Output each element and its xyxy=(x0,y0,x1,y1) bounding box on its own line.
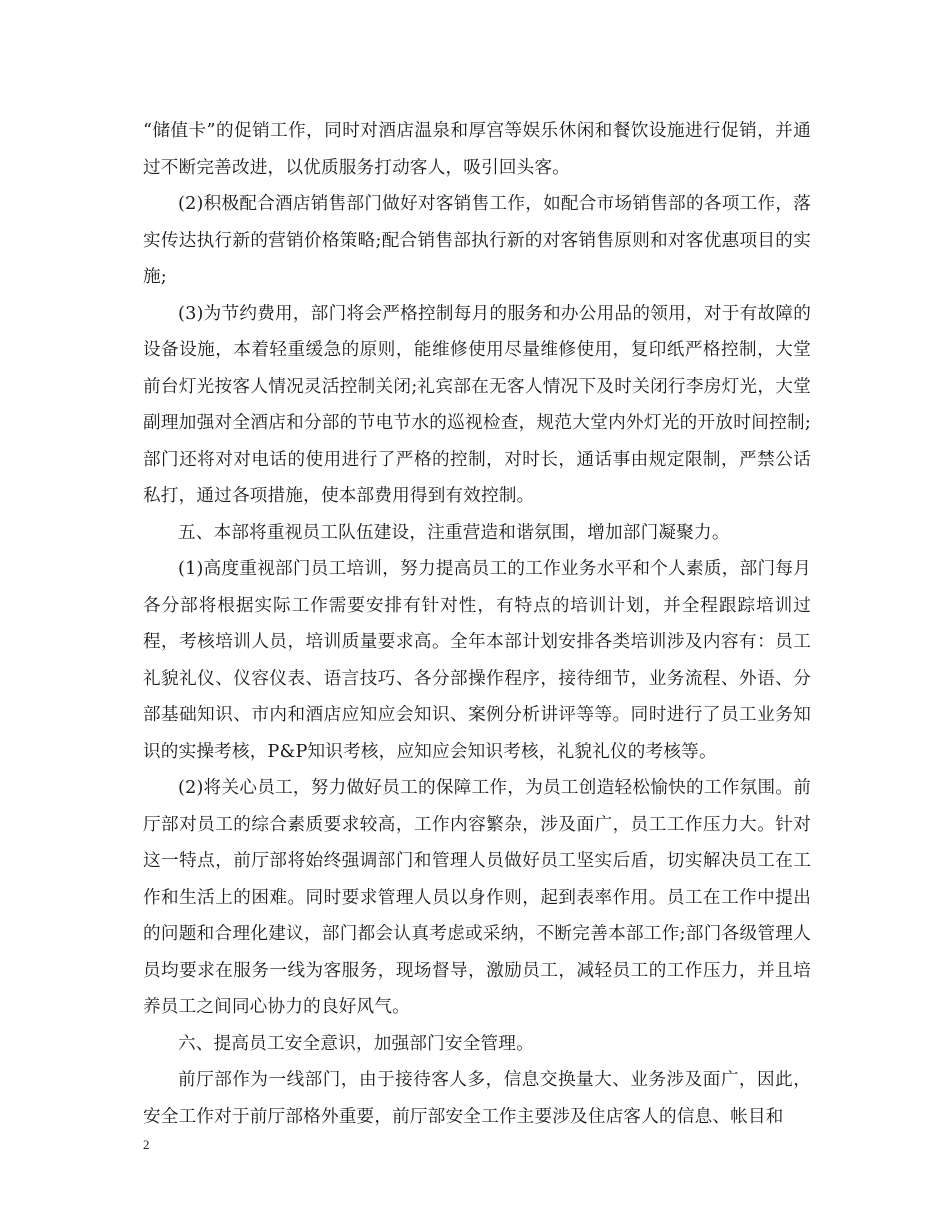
section-heading-5: 五、本部将重视员工队伍建设，注重营造和谐氛围，增加部门凝聚力。 xyxy=(178,522,730,543)
body-text xyxy=(143,113,811,1135)
paragraph-6-1: 前厅部作为一线部门，由于接待客人多，信息交换量大、业务涉及面广，因此，安全工作对于前厅部格外重要，前厅部安全工作主要涉及住店客人的信息、帐目和 xyxy=(143,1070,811,1127)
paragraph-5-1: (1)高度重视部门员工培训，努力提高员工的工作业务水平和个人素质，部门每月各分部将根据实际工作需要安排有针对性，有特点的培训计划，并全程跟踪培训过程，考核培训人员，培训质量要求高。全年本部计划安排各类培训涉及内容有：员工礼貌礼仪、仪容仪表、语言技巧、各分部操作程序，接待细节，业务流程、外语、分部基础知识、市内和酒店应知应会知识、案例分析讲评等等。同时进行了员工业务知识的实操考核，P&P知识考核，应知应会知识考核，礼貌礼仪的考核等。 xyxy=(143,559,811,762)
paragraph-5-2: (2)将关心员工，努力做好员工的保障工作，为员工创造轻松愉快的工作氛围。前厅部对员工的综合素质要求较高，工作内容繁杂，涉及面广，员工工作压力大。针对这一特点，前厅部将始终强调部门和管理人员做好员工坚实后盾，切实解决员工在工作和生活上的困难。同时要求管理人员以身作则，起到表率作用。员工在工作中提出的问题和合理化建议，部门都会认真考虑或采纳，不断完善本部工作;部门各级管理人员均要求在服务一线为客服务，现场督导，激励员工，减轻员工的工作压力，并且培养员工之间同心协力的良好风气。 xyxy=(143,778,811,1017)
paragraph-2: (2)积极配合酒店销售部门做好对客销售工作，如配合市场销售部的各项工作，落实传达执行新的营销价格策略;配合销售部执行新的对客销售原则和对客优惠项目的实施; xyxy=(143,194,811,287)
section-heading-6: 六、提高员工安全意识，加强部门安全管理。 xyxy=(178,1033,534,1054)
page-number: 2 xyxy=(143,1137,150,1152)
paragraph-1: “储值卡”的促销工作，同时对酒店温泉和厚宫等娱乐休闲和餐饮设施进行促销，并通过不断完善改进，以优质服务打动客人，吸引回头客。 xyxy=(143,121,811,178)
paragraph-3: (3)为节约费用，部门将会严格控制每月的服务和办公用品的领用，对于有故障的设备设施，本着轻重缓急的原则，能维修使用尽量维修使用，复印纸严格控制，大堂前台灯光按客人情况灵活控制关闭;礼宾部在无客人情况下及时关闭行李房灯光，大堂副理加强对全酒店和分部的节电节水的巡视检查，规范大堂内外灯光的开放时间控制;部门还将对对电话的使用进行了严格的控制，对时长，通话事由规定限制，严禁公话私打，通过各项措施，使本部费用得到有效控制。 xyxy=(143,303,811,506)
